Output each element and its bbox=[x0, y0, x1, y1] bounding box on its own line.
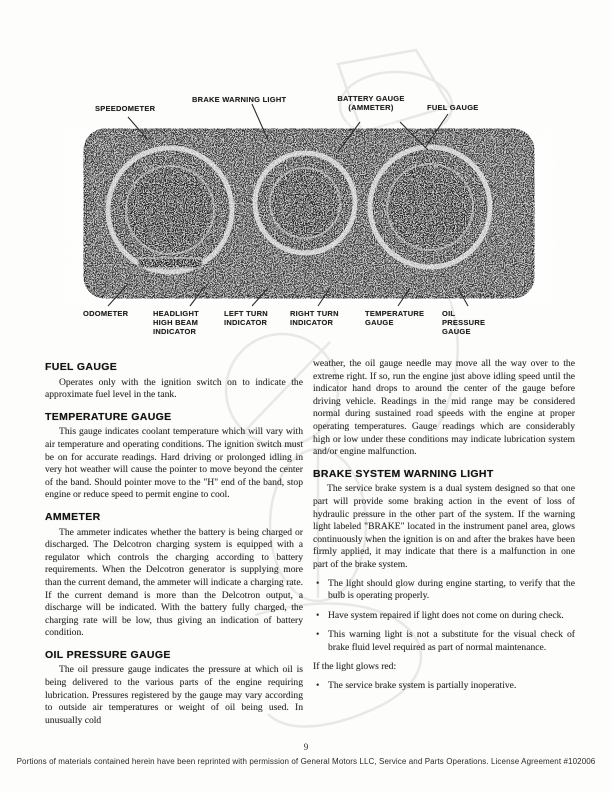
label-battery-gauge-ammeter: BATTERY GAUGE (AMMETER) bbox=[337, 94, 405, 112]
label-headlight-high-beam-indicator: HEADLIGHT HIGH BEAM INDICATOR bbox=[153, 309, 199, 336]
brake-warning-condition-list bbox=[313, 680, 575, 693]
heading-temperature-gauge: TEMPERATURE GAUGE bbox=[45, 410, 172, 423]
label-temperature-gauge: TEMPERATURE GAUGE bbox=[365, 309, 425, 327]
list-item: • The service brake system is partially inoperative. bbox=[313, 680, 575, 693]
instrument-panel-diagram bbox=[0, 90, 612, 352]
brake-warning-condition-intro: If the light glows red: bbox=[313, 661, 397, 673]
cluster-body bbox=[85, 130, 533, 297]
label-oil-pressure-gauge: OIL PRESSURE GAUGE bbox=[442, 309, 486, 336]
section-oil-pressure-gauge bbox=[45, 649, 303, 728]
brake-warning-paragraph: The service brake system is a dual system designed so that one part will provide some braking action in the event of loss of hydraulic pressure in the other part of the system. If the warning light labeled "BRAKE" located in the instrument panel area, glows continuously when the ignition is on and after the brakes have been firmly applied, it may indicate that there is a malfunction in one part of the brake system. bbox=[313, 483, 575, 570]
oil-pressure-paragraph-continued: weather, the oil gauge needle may move all the way over to the extreme right. If so, run the engine just above idling speed until the indicator hand drops to around the center of the gauge before driving vehicle. Readings in the mid range may be considered normal during sustained road speeds with the engine at proper operating temperatures. Gauge readings which are considerably high or low under these conditions may indicate lubrication system and/or engine malfunction. bbox=[313, 358, 575, 458]
right-column bbox=[313, 358, 575, 700]
brake-warning-bullet-list bbox=[313, 578, 575, 655]
left-column bbox=[45, 358, 303, 728]
ammeter-paragraph: The ammeter indicates whether the battery is being charged or discharged. The Delcotron charging system is equipped with a regulator which controls the charging according to battery requirements. When the Delcotron generator is supplying more than the current demand, the ammeter will indicate a charging rate. If the current demand is more than the Delcotron output, a discharge will be indicated. With the battery fully charged, the charging rate will be low, thus giving an indication of battery condition. bbox=[45, 526, 303, 639]
label-odometer: ODOMETER bbox=[83, 309, 129, 318]
label-brake-warning-light: BRAKE WARNING LIGHT bbox=[192, 95, 287, 104]
label-fuel-gauge: FUEL GAUGE bbox=[427, 103, 479, 112]
page-number: 9 bbox=[303, 742, 309, 752]
list-item: • This warning light is not a substitute for the visual check of brake fluid level required as part of normal maintenance. bbox=[313, 629, 575, 654]
fuel-gauge-paragraph: Operates only with the ignition switch on to indicate the approximate fuel level in the tank. bbox=[45, 376, 303, 401]
heading-fuel-gauge: FUEL GAUGE bbox=[45, 361, 118, 373]
temperature-gauge-paragraph: This gauge indicates coolant temperature which will vary with air temperature and operating conditions. The ignition switch must be on for accurate readings. Hard driving or prolonged idling in very hot weather will cause the pointer to move beyond the center of the band. Should pointer move to the "H" end of the band, stop engine or reduce speed to permit engine to cool. bbox=[45, 426, 303, 501]
label-right-turn-indicator: RIGHT TURN INDICATOR bbox=[290, 309, 339, 327]
list-item: • The light should glow during engine starting, to verify that the bulb is operating properly. bbox=[313, 578, 575, 603]
section-ammeter bbox=[45, 511, 303, 640]
heading-brake-system-warning-light: BRAKE SYSTEM WARNING LIGHT bbox=[313, 467, 494, 480]
copyright-footer: Portions of materials contained herein have been reprinted with permission of General Motors LLC, Service and Parts Operations. License Agreement #102006 bbox=[16, 757, 596, 766]
oil-pressure-paragraph-left: The oil pressure gauge indicates the pressure at which oil is being delivered to the various parts of the engine requiring lubrication. Pressures registered by the gauge may vary according to outside air temperatures or weight of oil being used. In unusually cold bbox=[45, 664, 303, 726]
section-brake-system-warning-light bbox=[313, 468, 575, 693]
heading-oil-pressure-gauge: OIL PRESSURE GAUGE bbox=[45, 648, 171, 661]
heading-ammeter: AMMETER bbox=[45, 510, 101, 523]
section-temperature-gauge bbox=[45, 411, 303, 502]
section-fuel-gauge bbox=[45, 361, 303, 402]
label-speedometer: SPEEDOMETER bbox=[95, 104, 156, 113]
label-left-turn-indicator: LEFT TURN INDICATOR bbox=[224, 309, 268, 327]
list-item: • Have system repaired if light does not come on during check. bbox=[313, 610, 575, 623]
